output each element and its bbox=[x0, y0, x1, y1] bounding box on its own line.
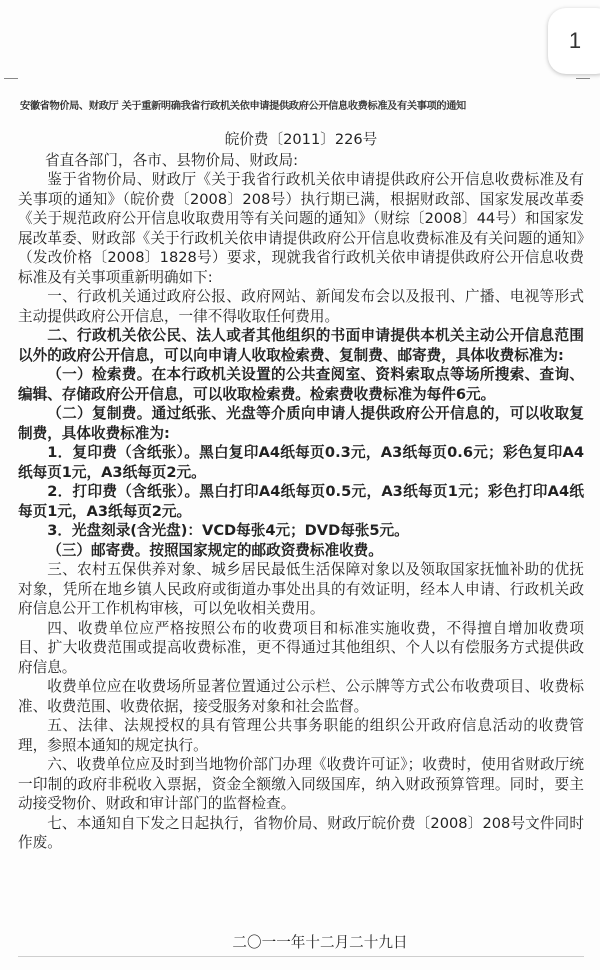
crop-mark-left bbox=[4, 78, 18, 79]
clause-3: 三、农村五保供养对象、城乡居民最低生活保障对象以及领取国家抚恤补助的优抚对象，凭所在地乡镇人民政府或街道办事处出具的有效证明，经本人申请、行政机关政府信息公开工作机构审核，可以免收相关费用。 bbox=[18, 561, 584, 617]
document-body bbox=[18, 130, 584, 853]
crop-mark-right bbox=[576, 78, 590, 79]
clause-4: 四、收费单位应严格按照公布的收费项目和标准实施收费，不得擅自增加收费项目、扩大收费范围或提高收费标准，更不得通过其他组织、个人以有偿服务方式提供政府信息。 bbox=[18, 619, 584, 676]
document-number: 皖价费〔2011〕226号 bbox=[224, 131, 378, 148]
clause-2-photocopy-fee: 1．复印费（含纸张）。黑白复印A4纸每页0.3元，A3纸每页0.6元；彩色复印A4纸每页1元，A3纸每页2元。 bbox=[18, 444, 584, 481]
clause-6: 六、收费单位应及时到当地物价部门办理《收费许可证》；收费时，使用省财政厅统一印制的政府非税收入票据，资金全额缴入同级国库，纳入财政预算管理。同时，要主动接受物价、财政和审计部门的监督检查。 bbox=[18, 756, 584, 812]
intro-paragraph: 鉴于省物价局、财政厅《关于我省行政机关依申请提供政府公开信息收费标准及有关事项的通知》（皖价费〔2008〕208号）执行期已满，根据财政部、国家发展改革委《关于规范政府公开信息收取费用等有关问题的通知》（财综〔2008〕44号）和国家发展改革委、财政部《关于行政机关依申请提供政府公开信息收费标准及有关问题的通知》（发改价格〔2008〕1828号）要求，现就我省行政机关依申请提供政府公开信息收费标准及有关事项重新明确如下: bbox=[18, 171, 584, 286]
clause-7: 七、本通知自下发之日起执行，省物价局、财政厅皖价费〔2008〕208号文件同时作废。 bbox=[18, 814, 584, 851]
clause-2-postage-fee: （三）邮寄费。按照国家规定的邮政资费标准收费。 bbox=[47, 541, 383, 559]
page-number: 1 bbox=[568, 28, 582, 53]
page-number-badge[interactable] bbox=[548, 8, 600, 74]
bottom-rule bbox=[18, 956, 584, 957]
clause-2-copy-fee: （二）复制费。通过纸张、光盘等介质向申请人提供政府公开信息的，可以收取复制费，具体收费标准为: bbox=[18, 405, 584, 442]
clause-2-disc-fee: 3．光盘刻录(含光盘)：VCD每张4元；DVD每张5元。 bbox=[47, 522, 409, 539]
issue-date: 二〇一一年十二月二十九日 bbox=[232, 934, 408, 951]
clause-2-print-fee: 2．打印费（含纸张）。黑白打印A4纸每页0.5元，A3纸每页1元；彩色打印A4纸每页1元，A3纸每页2元。 bbox=[18, 483, 584, 520]
clause-2-search-fee: （一）检索费。在本行政机关设置的公共查阅室、资料索取点等场所搜索、查询、编辑、存储政府公开信息，可以收取检索费。检索费收费标准为每件6元。 bbox=[18, 366, 584, 403]
clause-5: 五、法律、法规授权的具有管理公共事务职能的组织公开政府信息活动的收费管理，参照本通知的规定执行。 bbox=[18, 717, 584, 754]
clause-2: 二、行政机关依公民、法人或者其他组织的书面申请提供本机关主动公开信息范围以外的政府公开信息，可以向申请人收取检索费、复制费、邮寄费，具体收费标准为: bbox=[18, 327, 584, 364]
running-header: 安徽省物价局、财政厅 关于重新明确我省行政机关依申请提供政府公开信息收费标准及有关事项的通知 bbox=[20, 101, 466, 112]
salutation: 省直各部门，各市、县物价局、财政局: bbox=[45, 151, 299, 169]
clause-1: 一、行政机关通过政府公报、政府网站、新闻发布会以及报刊、广播、电视等形式主动提供政府公开信息，一律不得收取任何费用。 bbox=[18, 288, 584, 325]
clause-4-publicity: 收费单位应在收费场所显著位置通过公示栏、公示牌等方式公布收费项目、收费标准、收费范围、收费依据，接受服务对象和社会监督。 bbox=[18, 678, 584, 715]
